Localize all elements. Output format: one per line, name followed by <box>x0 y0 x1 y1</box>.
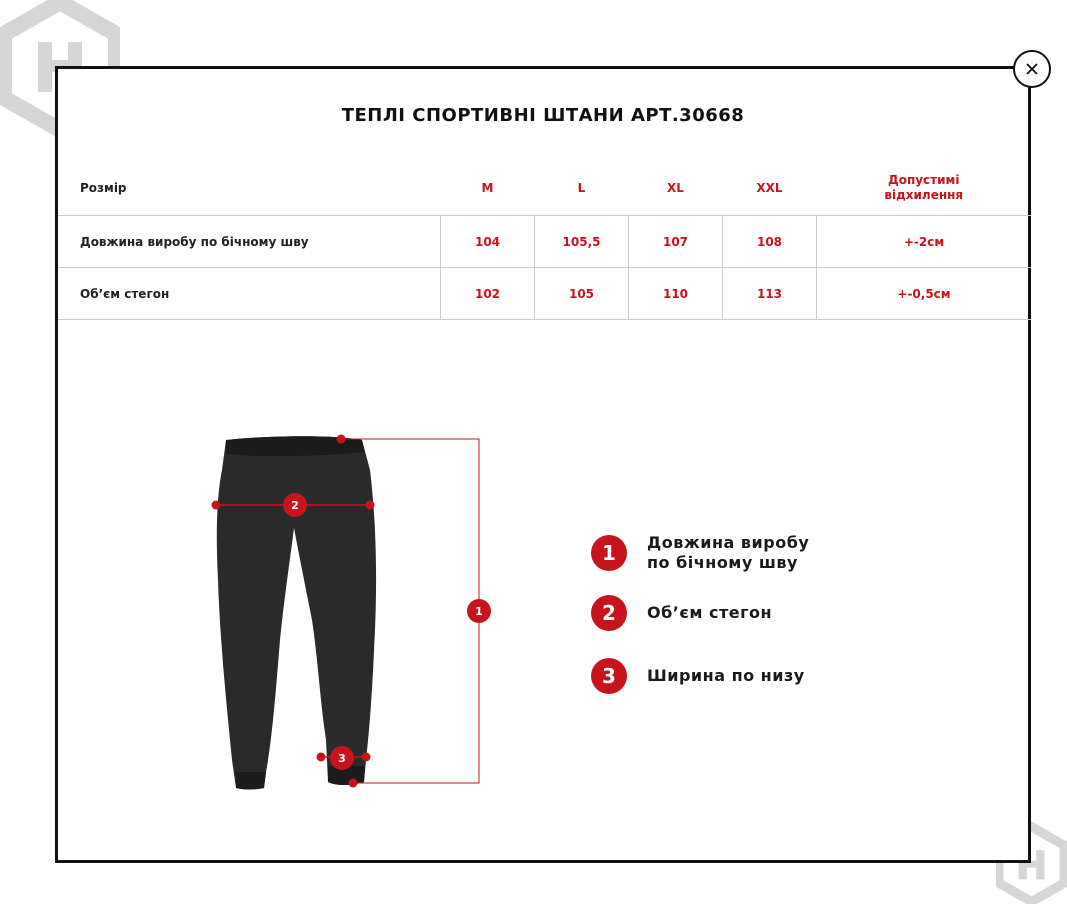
close-icon <box>1025 62 1039 76</box>
row-label: Об’єм стегон <box>58 268 441 320</box>
legend-text: Довжина виробу по бічному шву <box>647 533 810 572</box>
pants-diagram <box>58 69 1031 863</box>
measure-point <box>366 501 375 510</box>
marker-2-label: 2 <box>291 499 299 512</box>
legend-number: 3 <box>591 658 627 694</box>
row-value: 107 <box>629 216 723 268</box>
row-tolerance: +-0,5см <box>817 268 1032 320</box>
size-chart-modal <box>55 66 1031 863</box>
row-value: 102 <box>441 268 535 320</box>
legend-number: 2 <box>591 595 627 631</box>
legend-item <box>591 595 772 631</box>
measure-point <box>349 779 358 788</box>
modal-title: ТЕПЛІ СПОРТИВНІ ШТАНИ АРТ.30668 <box>341 105 745 126</box>
row-tolerance: +-2см <box>817 216 1032 268</box>
measure-point <box>362 753 371 762</box>
legend-number: 1 <box>591 535 627 571</box>
legend-text: Об’єм стегон <box>647 603 772 622</box>
marker-1-label: 1 <box>475 605 483 618</box>
header-tolerance-text: Допустимі відхилення <box>884 173 964 202</box>
row-label: Довжина виробу по бічному шву <box>58 216 441 268</box>
header-label: Розмір <box>80 181 127 195</box>
header-size: L <box>577 181 586 195</box>
row-value: 105,5 <box>535 216 629 268</box>
legend-item <box>591 533 809 573</box>
measure-point <box>317 753 326 762</box>
row-value: 113 <box>723 268 817 320</box>
header-size: XL <box>667 181 684 195</box>
row-value: 105 <box>535 268 629 320</box>
header-size: M <box>481 181 494 195</box>
legend-text: Ширина по низу <box>647 666 805 685</box>
pants-cuff-left <box>236 772 266 790</box>
measure-point <box>337 435 346 444</box>
close-button[interactable] <box>1013 50 1051 88</box>
legend-item <box>591 658 805 694</box>
row-value: 110 <box>629 268 723 320</box>
row-value: 108 <box>723 216 817 268</box>
measure-point <box>212 501 221 510</box>
header-size: XXL <box>756 181 783 195</box>
marker-3-label: 3 <box>338 752 346 765</box>
pants-illustration <box>217 436 376 789</box>
row-value: 104 <box>441 216 535 268</box>
